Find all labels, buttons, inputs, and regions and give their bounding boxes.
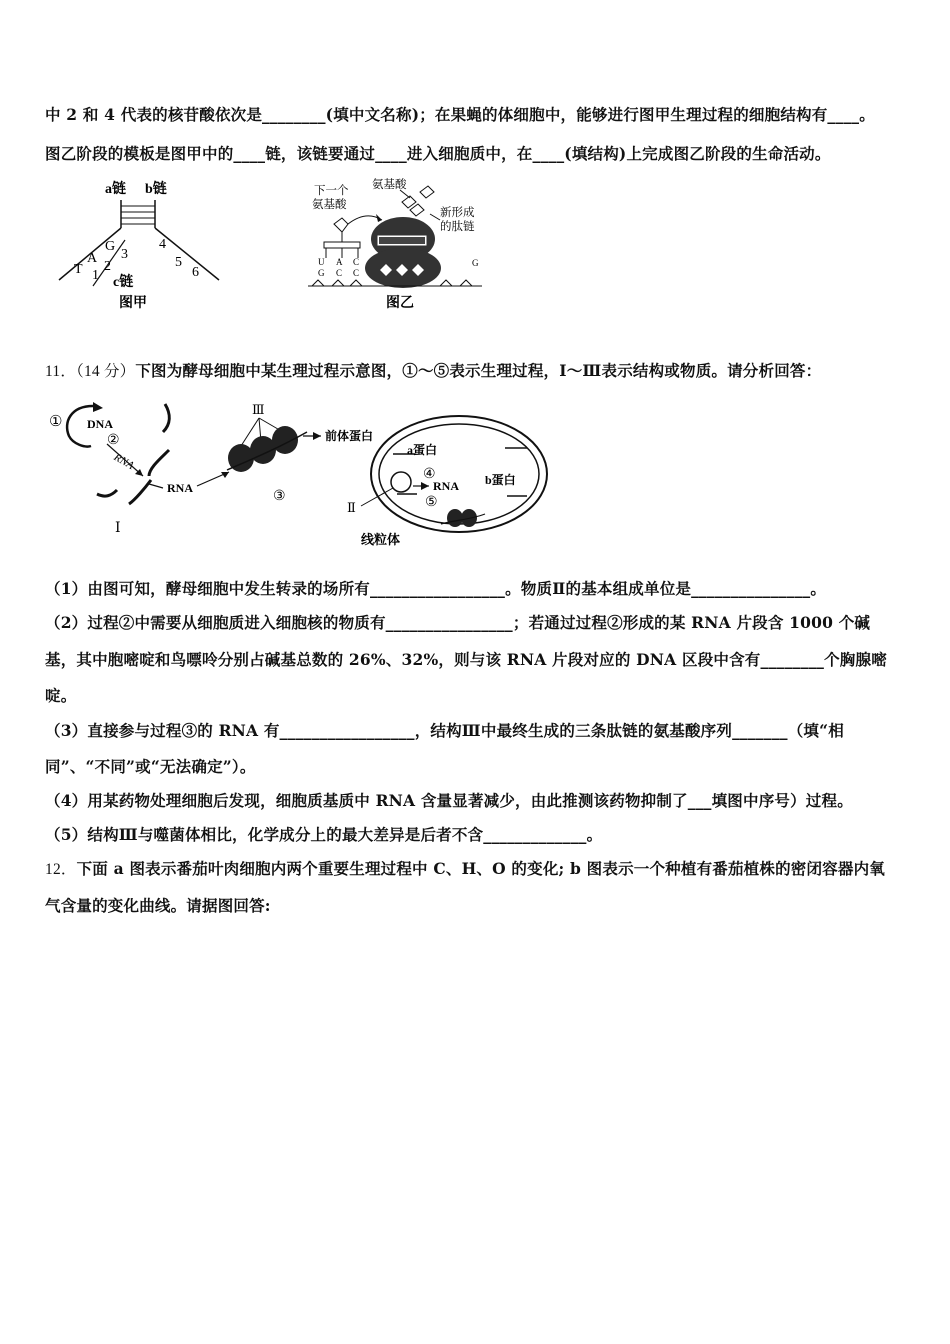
codon-c: C [353, 268, 360, 278]
question-text-line: 中 2 和 4 代表的核苷酸依次是________(填中文名称)；在果蝇的体细胞中，能够进行图甲生理过程的细胞结构有____。 [45, 105, 875, 124]
question-stem: 下面 a 图表示番茄叶肉细胞内两个重要生理过程中 C、H、O 的变化; b 图表示一个种植有番茄植株的密闭容器内氧 [76, 859, 885, 878]
structure-3: Ⅲ [252, 402, 265, 417]
codon-g: G [318, 268, 325, 278]
rna-label: RNA [111, 451, 136, 472]
sub-question-3-line: 同”、“不同”或“无法确定”）。 [45, 757, 256, 776]
num-1: 1 [92, 268, 99, 283]
sub-question-3-line: （3）直接参与过程③的 RNA 有_________________，结构Ⅲ中最终生成的三条肽链的氨基酸序列_______（填“相 [45, 721, 844, 740]
b-chain-label: b链 [145, 182, 167, 197]
question-11-header [45, 359, 821, 381]
anticodon-u: U [318, 257, 325, 267]
amino-acid-label: 氨基酸 [372, 179, 407, 191]
process-5: ⑤ [425, 495, 438, 510]
num-5: 5 [175, 255, 182, 270]
rna-label: RNA [167, 481, 193, 495]
anticodon-a: A [336, 257, 343, 267]
question-stem: 下图为酵母细胞中某生理过程示意图，①～⑤表示生理过程，Ⅰ～Ⅲ表示结构或物质。请分析回答： [135, 361, 822, 380]
sub-question-5: （5）结构Ⅲ与噬菌体相比，化学成分上的最大差异是后者不含_____________。 [45, 825, 603, 844]
new-peptide-label: 的肽链 [440, 221, 475, 233]
figure-yi [300, 174, 490, 314]
num-4: 4 [159, 237, 166, 252]
process-2: ② [107, 433, 120, 448]
rna-label: RNA [433, 479, 459, 493]
codon-c: C [336, 268, 343, 278]
process-3: ③ [273, 489, 286, 504]
figure-jia [55, 176, 235, 312]
process-4: ④ [423, 467, 436, 482]
num-3: 3 [121, 247, 128, 262]
num-2: 2 [104, 259, 111, 274]
extra-base-g: G [472, 258, 479, 268]
question-text-line: 图乙阶段的模板是图甲中的____链，该链要通过____进入细胞质中，在____(填结构)上完成图乙阶段的生命活动。 [45, 144, 831, 163]
sub-question-4: （4）用某药物处理细胞后发现，细胞质基质中 RNA 含量显著减少，由此推测该药物抑制了___填图中序号）过程。 [45, 791, 853, 810]
structure-1: Ⅰ [115, 521, 121, 536]
question-number: 11．（14 分） [45, 363, 136, 380]
sub-question-2-line: （2）过程②中需要从细胞质进入细胞核的物质有________________；若通过过程②形成的某 RNA 片段含 1000 个碱 [45, 613, 871, 632]
base-g: G [105, 239, 116, 254]
base-t: T [74, 262, 83, 277]
question-12-line: 气含量的变化曲线。请据图回答: [45, 896, 271, 915]
sub-question-2-line: 啶。 [45, 686, 77, 705]
figure-caption: 图乙 [386, 296, 414, 311]
new-peptide-label: 新形成 [440, 207, 475, 219]
a-protein-label: a蛋白 [407, 443, 438, 457]
mitochondrion-label: 线粒体 [361, 532, 401, 547]
b-protein-label: b蛋白 [485, 473, 516, 487]
dna-label: DNA [87, 417, 113, 431]
question-number: 12． [45, 861, 77, 878]
precursor-protein-label: 前体蛋白 [325, 429, 374, 443]
question-12-line [45, 857, 885, 879]
anticodon-c: C [353, 257, 360, 267]
process-1: ① [49, 414, 63, 430]
next-amino-acid-label: 下一个 [314, 185, 349, 197]
next-amino-acid-label: 氨基酸 [312, 199, 347, 211]
base-a: A [87, 251, 98, 266]
c-chain-label: c链 [113, 275, 134, 290]
figure-caption: 图甲 [119, 296, 147, 311]
num-6: 6 [192, 265, 199, 280]
sub-question-2-line: 基，其中胞嘧啶和鸟嘌呤分别占碱基总数的 26%、32%，则与该 RNA 片段对应的 DNA 区段中含有________个胸腺嘧 [45, 650, 887, 669]
a-chain-label: a链 [105, 182, 126, 197]
sub-question-1: （1）由图可知，酵母细胞中发生转录的场所有_________________。物质Ⅱ的基本组成单位是_______________。 [45, 579, 827, 598]
figure-q11 [45, 392, 565, 550]
structure-2: Ⅱ [347, 500, 356, 515]
